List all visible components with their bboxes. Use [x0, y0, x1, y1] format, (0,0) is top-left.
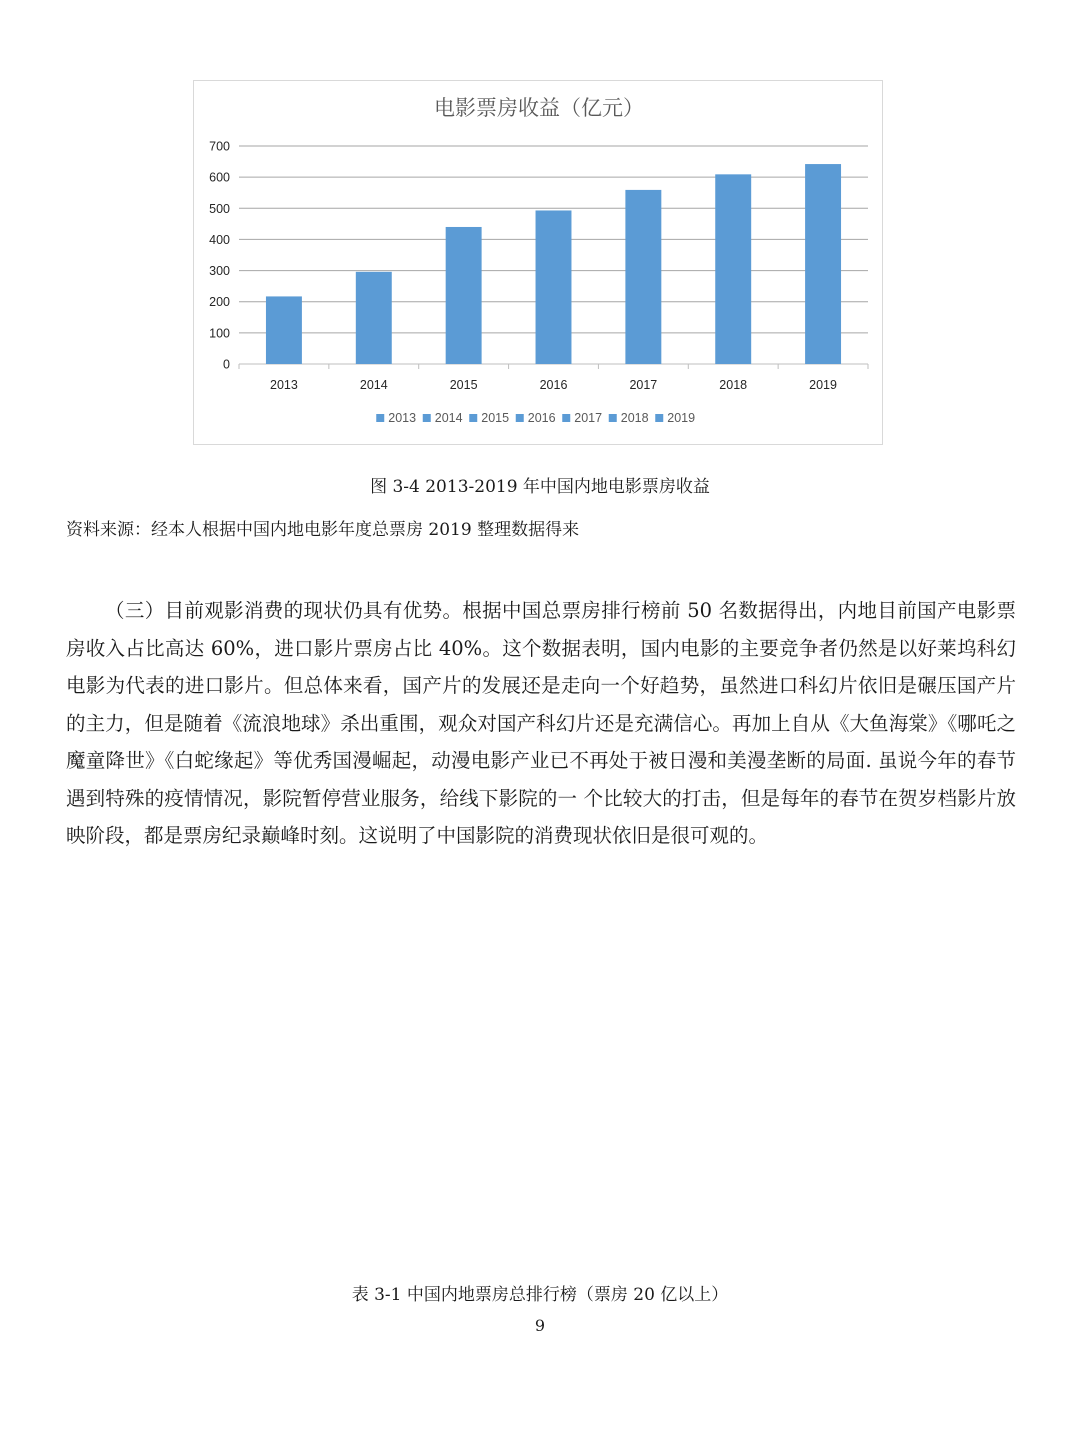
y-tick-label: 200	[209, 295, 230, 310]
y-tick-label: 0	[223, 357, 230, 372]
legend-label: 2014	[434, 411, 463, 425]
legend-label: 2016	[527, 411, 556, 425]
x-tick-label: 2019	[809, 378, 837, 392]
legend-label: 2015	[481, 411, 510, 425]
legend-swatch	[562, 414, 570, 422]
x-tick-label: 2013	[270, 378, 298, 392]
y-tick-label: 400	[209, 232, 230, 247]
bar	[536, 210, 572, 364]
legend-swatch	[469, 414, 477, 422]
legend-swatch	[423, 414, 431, 422]
y-tick-label: 300	[209, 264, 230, 279]
y-tick-label: 600	[209, 170, 230, 185]
legend-label: 2017	[574, 411, 603, 425]
x-tick-label: 2015	[449, 378, 478, 392]
x-tick-label: 2016	[539, 378, 568, 392]
bar	[805, 164, 841, 364]
bar	[446, 227, 482, 364]
source-note: 资料来源：经本人根据中国内地电影年度总票房 2019 整理数据得来	[66, 520, 580, 540]
legend-swatch	[516, 414, 524, 422]
legend-swatch	[655, 414, 663, 422]
legend-swatch	[609, 414, 617, 422]
bar	[715, 174, 751, 364]
body-paragraph: （三）目前观影消费的现状仍具有优势。根据中国总票房排行榜前 50 名数据得出，内地目前国产电影票房收入占比高达 60%，进口影片票房占比 40%。这个数据表明，国内电影的主要竞争者仍然是以好莱坞科幻电影为代表的进口影片。但总体来看，国产片的发展还是走向一个好趋势，虽然进口科幻片依旧是碾压国产片的主力，但是随着《流浪地球》杀出重围，观众对国产科幻片还是充满信心。再加上自从《大鱼海棠》《哪吒之魔童降世》《白蛇缘起》等优秀国漫崛起，动漫电影产业已不再处于被日漫和美漫垄断的局面. 虽说今年的春节遇到特殊的疫情情况，影院暂停营业服务，给线下影院的一 个比较大的打击，但是每年的春节在贺岁档影片放映阶段，都是票房纪录巅峰时刻。这说明了中国影院的消费现状依旧是很可观的。	[66, 599, 1016, 847]
x-tick-label: 2014	[359, 378, 388, 392]
bar	[356, 272, 392, 364]
x-tick-label: 2017	[629, 378, 658, 392]
y-tick-label: 100	[209, 326, 230, 341]
x-tick-label: 2018	[719, 378, 748, 392]
chart-svg	[194, 81, 884, 446]
y-tick-label: 500	[209, 201, 230, 216]
legend-label: 2018	[620, 411, 649, 425]
chart-title: 电影票房收益（亿元）	[434, 97, 644, 120]
page-number: 9	[534, 1316, 546, 1335]
legend-label: 2019	[667, 411, 696, 425]
legend-swatch	[376, 414, 384, 422]
legend-label: 2013	[388, 411, 417, 425]
figure-caption: 图 3-4 2013-2019 年中国内地电影票房收益	[370, 477, 710, 497]
y-tick-label: 700	[209, 139, 230, 154]
table-caption: 表 3-1 中国内地票房总排行榜（票房 20 亿以上）	[351, 1285, 729, 1305]
bar-chart	[193, 80, 883, 445]
bar	[625, 190, 661, 364]
bar	[266, 296, 302, 364]
